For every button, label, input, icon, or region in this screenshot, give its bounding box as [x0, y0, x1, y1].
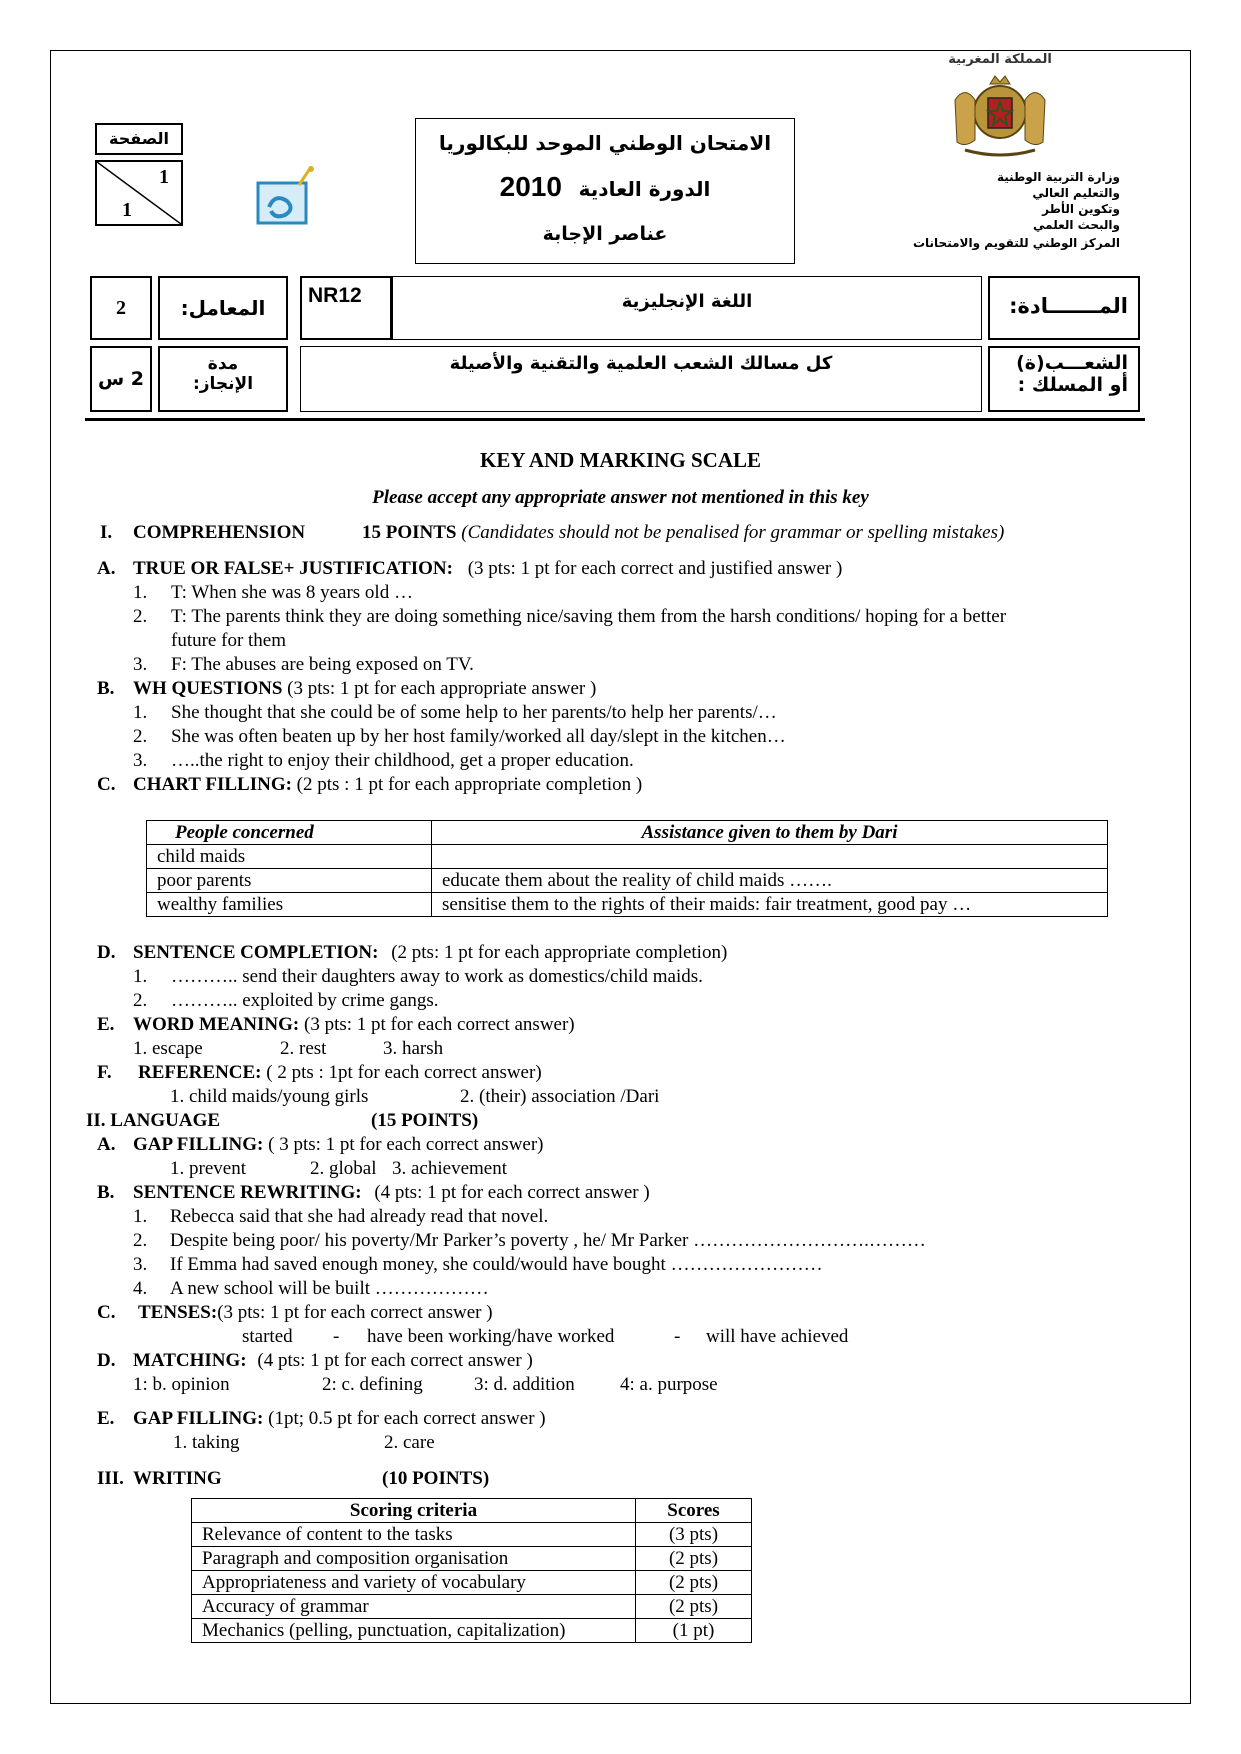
LE-title: GAP FILLING: — [133, 1408, 264, 1429]
LA-title: GAP FILLING: — [133, 1134, 264, 1155]
LE-answer-1: 1. taking — [173, 1432, 240, 1453]
LD-title: MATCHING: — [133, 1350, 247, 1371]
A-item-3-num: 3. — [133, 654, 148, 675]
LE-answer-2: 2. care — [384, 1432, 435, 1453]
LB-item-4: A new school will be built ……………… — [170, 1278, 489, 1299]
LB-item-3-num: 3. — [133, 1254, 148, 1275]
B-num: B. — [97, 678, 115, 699]
ministry-line-5: المركز الوطني للتقويم والامتحانات — [912, 236, 1120, 250]
page-number: 1 — [159, 166, 169, 188]
stream-value: كل مسالك الشعب العلمية والتقنية والأصيلة — [449, 353, 833, 374]
stream-label-cell — [988, 346, 1140, 412]
table-header-cell: Assistance given to them by Dari — [432, 821, 1108, 845]
coef-value: 2 — [116, 297, 126, 319]
C-num: C. — [97, 774, 116, 795]
A-item-2-num: 2. — [133, 606, 148, 627]
LC-title: TENSES: — [138, 1302, 218, 1323]
exam-year: 2010 — [499, 171, 562, 202]
exam-title-box — [415, 118, 795, 264]
stream-value-cell — [300, 346, 982, 412]
answers-label: عناصر الإجابة — [542, 223, 668, 245]
doc-title: KEY AND MARKING SCALE — [480, 448, 761, 472]
table-header-row — [147, 821, 1108, 845]
D-item-1-num: 1. — [133, 966, 148, 987]
F-answer-2: 2. (their) association /Dari — [460, 1086, 660, 1107]
table-cell: educate them about the reality of child maids ……. — [432, 869, 1108, 893]
E-answer-3: 3. harsh — [383, 1038, 444, 1059]
page-label-box — [95, 123, 183, 155]
LC-heading — [138, 1301, 493, 1325]
table-cell: Paragraph and composition organisation — [192, 1547, 636, 1571]
LD-answer-1: 1: b. opinion — [133, 1374, 230, 1395]
stream-label-2: أو المسلك : — [1017, 374, 1128, 396]
B-item-2: She was often beaten up by her host family/worked all day/slept in the kitchen… — [171, 726, 786, 747]
B-item-2-num: 2. — [133, 726, 148, 747]
D-item-2: ……….. exploited by crime gangs. — [171, 990, 439, 1011]
LC-answer-3: will have achieved — [706, 1326, 849, 1347]
F-num: F. — [97, 1062, 112, 1083]
A-item-3: F: The abuses are being exposed on TV. — [171, 654, 474, 675]
LB-title: SENTENCE REWRITING: — [133, 1182, 362, 1203]
duration-label-cell — [158, 346, 288, 412]
A-pts: (3 pts: 1 pt for each correct and justified answer ) — [467, 558, 843, 579]
table-cell: poor parents — [147, 869, 432, 893]
D-num: D. — [97, 942, 116, 963]
subject-value: اللغة الإنجليزية — [621, 291, 753, 312]
F-title: REFERENCE: — [138, 1062, 262, 1083]
s1-title: COMPREHENSION — [133, 522, 306, 543]
session-line — [416, 171, 794, 203]
LC-answer-2: have been working/have worked — [367, 1326, 615, 1347]
page-label: الصفحة — [108, 129, 169, 148]
LB-item-3: If Emma had saved enough money, she could/would have bought …………………… — [170, 1254, 823, 1275]
duration-label-2: الإنجاز: — [192, 374, 254, 394]
LB-item-1: Rebecca said that she had already read that novel. — [170, 1206, 549, 1227]
LB-heading — [133, 1181, 650, 1205]
header-rule — [85, 418, 1145, 421]
C-pts: (2 pts : 1 pt for each appropriate completion ) — [296, 774, 643, 795]
table-cell: (2 pts) — [636, 1595, 752, 1619]
s3-title: WRITING — [133, 1468, 222, 1489]
table-header-row — [192, 1499, 752, 1523]
subject-code: NR12 — [308, 284, 362, 307]
table-row — [147, 845, 1108, 869]
table-cell: (3 pts) — [636, 1523, 752, 1547]
table-cell: Appropriateness and variety of vocabulary — [192, 1571, 636, 1595]
s1-note: (Candidates should not be penalised for grammar or spelling mistakes) — [461, 522, 1005, 543]
ministry-line-4: والبحث العلمي — [1033, 218, 1120, 232]
doc-note: Please accept any appropriate answer not mentioned in this key — [372, 487, 869, 508]
table-cell: (2 pts) — [636, 1571, 752, 1595]
LA-num: A. — [97, 1134, 116, 1155]
LC-num: C. — [97, 1302, 116, 1323]
B-heading — [133, 677, 596, 701]
duration-value: 2 س — [97, 368, 145, 390]
A-item-1: T: When she was 8 years old … — [171, 582, 413, 603]
s1-num: I. — [100, 522, 113, 543]
s3-num: III. — [97, 1468, 124, 1489]
table-cell: child maids — [147, 845, 432, 869]
duration-value-cell — [90, 346, 152, 412]
LA-answer-2: 2. global — [310, 1158, 377, 1179]
coef-value-cell — [90, 276, 152, 340]
table-cell: Relevance of content to the tasks — [192, 1523, 636, 1547]
B-item-1-num: 1. — [133, 702, 148, 723]
D-item-2-num: 2. — [133, 990, 148, 1011]
scoring-criteria-table — [191, 1498, 752, 1643]
LC-answer-1: started — [242, 1326, 293, 1347]
LB-item-1-num: 1. — [133, 1206, 148, 1227]
LB-pts: (4 pts: 1 pt for each correct answer ) — [374, 1182, 650, 1203]
ministry-line-2: والتعليم العالي — [1032, 186, 1120, 200]
LD-num: D. — [97, 1350, 116, 1371]
stream-label: الشعـــب(ة) — [1016, 352, 1128, 374]
table-row — [192, 1571, 752, 1595]
session-label: الدورة العادية — [578, 177, 711, 201]
D-title: SENTENCE COMPLETION: — [133, 942, 379, 963]
LD-answer-3: 3: d. addition — [474, 1374, 575, 1395]
B-title: WH QUESTIONS — [133, 678, 283, 699]
LB-item-2: Despite being poor/ his poverty/Mr Parker’s poverty , he/ Mr Parker ……………………….……… — [170, 1230, 926, 1251]
table-cell: (2 pts) — [636, 1547, 752, 1571]
LB-item-2-num: 2. — [133, 1230, 148, 1251]
B-item-3: …..the right to enjoy their childhood, get a proper education. — [171, 750, 634, 771]
table-row — [192, 1619, 752, 1643]
D-pts: (2 pts: 1 pt for each appropriate completion) — [391, 942, 728, 963]
E-answer-2: 2. rest — [280, 1038, 327, 1059]
table-header-cell: Scores — [636, 1499, 752, 1523]
LC-dash-1: - — [333, 1326, 340, 1347]
LC-pts: (3 pts: 1 pt for each correct answer ) — [217, 1302, 493, 1323]
ministry-line-3: وتكوين الأطر — [1042, 202, 1120, 216]
A-item-2: T: The parents think they are doing something nice/saving them from the harsh conditions/ hoping for a better — [171, 606, 1007, 627]
B-item-1: She thought that she could be of some help to her parents/to help her parents/… — [171, 702, 777, 723]
page-number-box — [95, 160, 183, 226]
A-num: A. — [97, 558, 116, 579]
E-title: WORD MEANING: — [133, 1014, 300, 1035]
subject-label-cell — [988, 276, 1140, 340]
A-item-2-cont: future for them — [171, 630, 287, 651]
s3-points: (10 POINTS) — [382, 1468, 490, 1489]
LE-num: E. — [97, 1408, 115, 1429]
LD-answer-2: 2: c. defining — [322, 1374, 423, 1395]
table-header-cell: People concerned — [147, 821, 432, 845]
LE-pts: (1pt; 0.5 pt for each correct answer ) — [268, 1408, 546, 1429]
subject-value-cell — [392, 276, 982, 340]
A-title: TRUE OR FALSE+ JUSTIFICATION: — [133, 558, 453, 579]
LD-answer-4: 4: a. purpose — [620, 1374, 718, 1395]
exam-title: الامتحان الوطني الموحد للبكالوريا — [438, 131, 772, 155]
table-row — [147, 869, 1108, 893]
LA-answer-3: 3. achievement — [392, 1158, 508, 1179]
ministry-line-1: وزارة التربية الوطنية — [996, 170, 1120, 184]
E-answer-1: 1. escape — [133, 1038, 203, 1059]
LA-heading — [133, 1133, 544, 1157]
LD-heading — [133, 1349, 533, 1373]
LD-pts: (4 pts: 1 pt for each correct answer ) — [257, 1350, 533, 1371]
duration-label: مدة — [207, 354, 239, 374]
coef-label: المعامل: — [180, 296, 266, 320]
subject-code-cell — [300, 276, 392, 340]
s2-title: II. LANGUAGE — [86, 1110, 221, 1131]
cnee-logo-icon — [255, 165, 317, 227]
table-cell: Accuracy of grammar — [192, 1595, 636, 1619]
coef-label-cell — [158, 276, 288, 340]
A-item-1-num: 1. — [133, 582, 148, 603]
table-cell — [432, 845, 1108, 869]
A-heading — [133, 557, 842, 581]
subject-label: المـــــــادة: — [1009, 294, 1128, 318]
page-total: 1 — [122, 199, 132, 221]
E-pts: (3 pts: 1 pt for each correct answer) — [304, 1014, 575, 1035]
s1-points: 15 POINTS — [362, 522, 457, 543]
coat-of-arms-emblem — [945, 70, 1055, 160]
table-row — [192, 1547, 752, 1571]
LE-heading — [133, 1407, 546, 1431]
LA-answer-1: 1. prevent — [170, 1158, 246, 1179]
E-num: E. — [97, 1014, 115, 1035]
s1-header-tail — [362, 521, 1004, 545]
C-title: CHART FILLING: — [133, 774, 292, 795]
table-row — [147, 893, 1108, 917]
B-item-3-num: 3. — [133, 750, 148, 771]
table-cell: (1 pt) — [636, 1619, 752, 1643]
LB-num: B. — [97, 1182, 115, 1203]
LA-pts: ( 3 pts: 1 pt for each correct answer) — [268, 1134, 544, 1155]
table-header-cell: Scoring criteria — [192, 1499, 636, 1523]
F-answer-1: 1. child maids/young girls — [170, 1086, 369, 1107]
F-heading — [138, 1061, 542, 1085]
table-row — [192, 1523, 752, 1547]
LB-item-4-num: 4. — [133, 1278, 148, 1299]
D-heading — [133, 941, 727, 965]
E-heading — [133, 1013, 575, 1037]
chart-filling-table — [146, 820, 1108, 917]
F-pts: ( 2 pts : 1pt for each correct answer) — [266, 1062, 542, 1083]
kingdom-label: المملكة المغربية — [948, 52, 1052, 67]
B-pts: (3 pts: 1 pt for each appropriate answer ) — [287, 678, 597, 699]
C-heading — [133, 773, 642, 797]
table-cell: sensitise them to the rights of their maids: fair treatment, good pay … — [432, 893, 1108, 917]
s2-points: (15 POINTS) — [371, 1110, 479, 1131]
table-row — [192, 1595, 752, 1619]
LC-dash-2: - — [674, 1326, 681, 1347]
D-item-1: ……….. send their daughters away to work as domestics/child maids. — [171, 966, 703, 987]
table-cell: wealthy families — [147, 893, 432, 917]
table-cell: Mechanics (pelling, punctuation, capitalization) — [192, 1619, 636, 1643]
